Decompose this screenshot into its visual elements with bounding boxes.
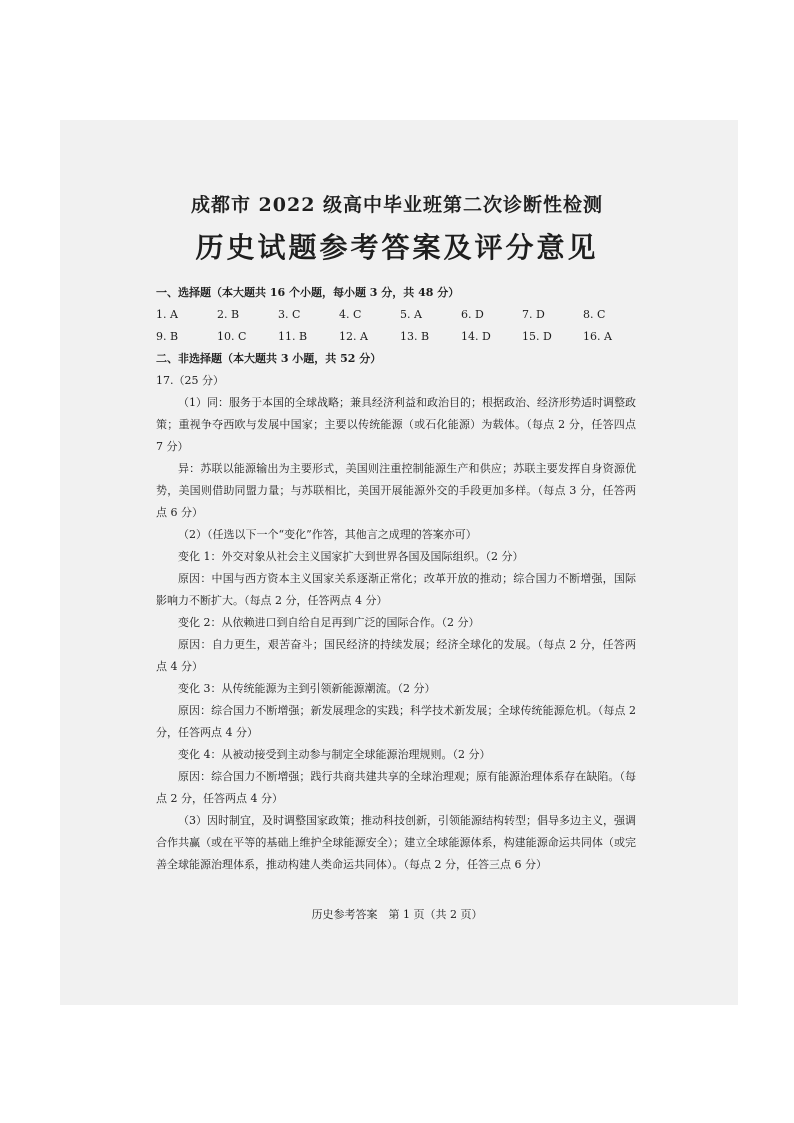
change-2: 变化 2：从依赖进口到自给自足再到广泛的国际合作。（2 分） (178, 616, 480, 629)
choice-answer: 2. B (217, 308, 240, 321)
choice-answer: 13. B (400, 330, 430, 343)
change-3: 变化 3：从传统能源为主到引领新能源潮流。（2 分） (178, 682, 436, 695)
choice-answer: 9. B (156, 330, 179, 343)
choice-answers-row-1 (156, 304, 636, 326)
reason-3: 原因：综合国力不断增强；新发展理念的实践；科学技术新发展；全球传统能源危机。（每点 2 分，任答两点 4 分） (156, 704, 636, 739)
reason-1: 原因：中国与西方资本主义国家关系逐渐正常化；改革开放的推动；综合国力不断增强，国际影响力不断扩大。（每点 2 分，任答两点 4 分） (156, 572, 636, 607)
document-title: 历史试题参考答案及评分意见 (195, 231, 599, 264)
part2-intro: （2）（任选以下一个“变化”作答，其他言之成理的答案亦可） (178, 528, 477, 541)
choice-answer: 11. B (278, 330, 308, 343)
choice-answer: 6. D (461, 308, 484, 321)
section2-heading: 二、非选择题（本大题共 3 小题，共 52 分） (156, 352, 382, 365)
reason-4: 原因：综合国力不断增强；践行共商共建共享的全球治理观；原有能源治理体系存在缺陷。（每点 2 分，任答两点 4 分） (156, 770, 636, 805)
choice-answer: 14. D (461, 330, 491, 343)
choice-answer: 1. A (156, 308, 178, 321)
change-1: 变化 1：外交对象从社会主义国家扩大到世界各国及国际组织。（2 分） (178, 550, 524, 563)
choice-answer: 12. A (339, 330, 368, 343)
reason-2: 原因：自力更生，艰苦奋斗；国民经济的持续发展；经济全球化的发展。（每点 2 分，任答两点 4 分） (156, 638, 636, 673)
part1-differences: 异：苏联以能源输出为主要形式，美国则注重控制能源生产和供应；苏联主要发挥自身资源优势，美国则借助同盟力量；与苏联相比，美国开展能源外交的手段更加多样。（每点 3 分，任答两点 6 分） (156, 462, 636, 519)
question-17-label: 17.（25 分） (156, 374, 224, 387)
section1-heading: 一、选择题（本大题共 16 个小题，每小题 3 分，共 48 分） (156, 286, 460, 299)
part1-similarities: （1）同：服务于本国的全球战略；兼具经济利益和政治目的；根据政治、经济形势适时调整政策；重视争夺西欧与发展中国家；主要以传统能源（或石化能源）为载体。（每点 2 分，任答四点 7 分） (156, 396, 636, 453)
part3-answer: （3）因时制宜，及时调整国家政策；推动科技创新，引领能源结构转型；倡导多边主义，强调合作共赢（或在平等的基础上维护全球能源安全）；建立全球能源体系，构建能源命运共同体（或完善全球能源治理体系，推动构建人类命运共同体）。（每点 2 分，任答三点 6 分） (156, 814, 636, 871)
choice-answer: 4. C (339, 308, 362, 321)
choice-answers-row-2 (156, 326, 636, 348)
choice-answer: 7. D (522, 308, 545, 321)
answer-content (156, 282, 636, 876)
exam-title: 成都市 2022 级高中毕业班第二次诊断性检测 (190, 194, 604, 216)
change-4: 变化 4：从被动接受到主动参与制定全球能源治理规则。（2 分） (178, 748, 491, 761)
choice-answer: 3. C (278, 308, 301, 321)
page-footer: 历史参考答案 第 1 页（共 2 页） (311, 908, 483, 921)
choice-answer: 8. C (583, 308, 606, 321)
choice-answer: 16. A (583, 330, 612, 343)
choice-answer: 5. A (400, 308, 422, 321)
choice-answer: 15. D (522, 330, 552, 343)
choice-answer: 10. C (217, 330, 247, 343)
